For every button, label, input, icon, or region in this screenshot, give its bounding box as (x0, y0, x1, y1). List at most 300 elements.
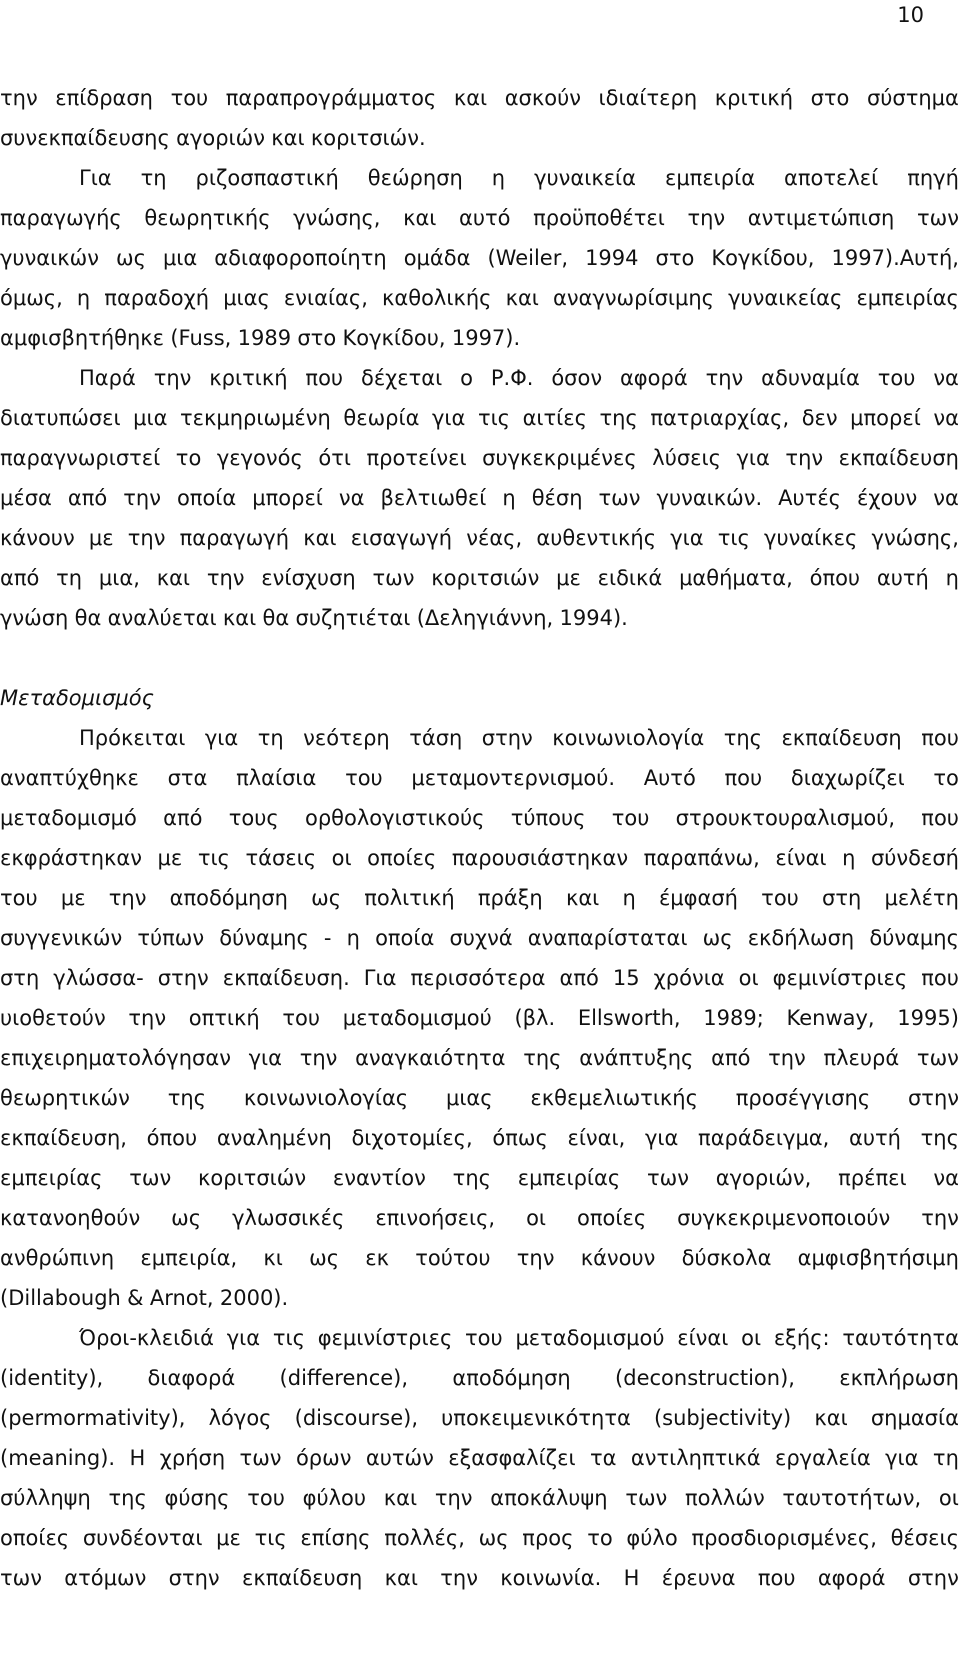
word: θεωρητικής (144, 206, 271, 230)
word: αναπτύχθηκε (0, 766, 139, 790)
word: και (814, 1406, 848, 1430)
word: ανθρώπινη (0, 1246, 115, 1270)
word: εκπαίδευση, (0, 1126, 127, 1150)
word: Αυτό (643, 766, 696, 790)
word: αναγκαιότητα (355, 1046, 506, 1070)
word: στην (481, 726, 533, 750)
word: (βλ. (514, 1006, 556, 1030)
word: δύσκολα (681, 1246, 772, 1270)
word: που (305, 366, 344, 390)
word: αποτελεί (784, 166, 879, 190)
word: Ρ.Φ. (490, 366, 534, 390)
text-line (0, 998, 959, 1038)
word: οποίες (577, 1206, 647, 1230)
text-line (0, 118, 959, 158)
word: την (0, 86, 38, 110)
word: αναγνωρίσιμης (552, 286, 714, 310)
word: αναλημένη (216, 1126, 332, 1150)
word: μια (162, 246, 198, 270)
word: πολλών (685, 1486, 765, 1510)
word: ως (171, 1206, 202, 1230)
word: του (170, 86, 209, 110)
word: στην (168, 1566, 220, 1590)
word: για (670, 526, 704, 550)
word: του (761, 886, 799, 910)
word: πρέπει (838, 1166, 907, 1190)
word: της (452, 1166, 491, 1190)
word: συζητιέται (295, 606, 411, 630)
word: χρόνια (653, 966, 725, 990)
word: η (76, 286, 91, 310)
word: παραπάνω, (643, 846, 760, 870)
word: των (647, 1166, 689, 1190)
word: την (768, 1046, 806, 1070)
word: και (222, 606, 257, 630)
word: οι (741, 1326, 762, 1350)
word: 2000). (219, 1286, 289, 1310)
word: δύναμης (869, 926, 959, 950)
word: της (167, 1086, 206, 1110)
word: σύστημα (866, 86, 959, 110)
word: σημασία (870, 1406, 959, 1430)
word: ανάπτυξης (579, 1046, 694, 1070)
word: την (516, 1246, 555, 1270)
word: με (60, 886, 86, 910)
word: κατανοηθούν (0, 1206, 141, 1230)
word: οποία (176, 486, 237, 510)
word: θέσεις (890, 1526, 959, 1550)
word: μεταμοντερνισμού. (411, 766, 616, 790)
word: συγκεκριμένες (482, 446, 637, 470)
word: μέσα (0, 486, 52, 510)
word: την (434, 1486, 473, 1510)
word: αναπαρίσταται (527, 926, 688, 950)
text-line (0, 158, 959, 198)
word: (Δεληγιάννη, (416, 606, 554, 630)
word: συνδέονται (82, 1526, 203, 1550)
word: αποδόμηση (169, 886, 288, 910)
text-line (0, 478, 959, 518)
word: αμφισβητήσιμη (797, 1246, 959, 1270)
text-line (0, 838, 959, 878)
word: στην (908, 1086, 959, 1110)
word: Για (363, 966, 397, 990)
word: επίδραση (55, 86, 153, 110)
word: 1994). (559, 606, 628, 630)
word: θεωρία (343, 406, 420, 430)
word: τάση (409, 726, 463, 750)
word: και (453, 86, 488, 110)
word: δύναμης (219, 926, 309, 950)
word: Η (129, 1446, 146, 1470)
word: θεωρητικών (0, 1086, 130, 1110)
text-line (0, 1318, 959, 1358)
word: από (0, 566, 40, 590)
word: (Fuss, (170, 326, 232, 350)
text-line (0, 518, 959, 558)
paragraph (0, 718, 959, 1318)
word: γνώσης, (293, 206, 381, 230)
word: πολλές, (384, 1526, 465, 1550)
word: κοινωνία. (500, 1566, 602, 1590)
word: εκπαίδευση (781, 726, 902, 750)
word: πατριαρχίας, (650, 406, 790, 430)
word: 1994 (585, 246, 639, 270)
word: αγοριών (176, 126, 265, 150)
text-line (0, 1518, 959, 1558)
word: την (123, 486, 161, 510)
word: τη (932, 1446, 959, 1470)
word: των (625, 1486, 668, 1510)
word: αυτή (876, 566, 929, 590)
text-line (0, 1118, 959, 1158)
word: αμφισβητήθηκε (0, 326, 165, 350)
word: 15 (612, 966, 640, 990)
word: μιας (223, 286, 270, 310)
word: του (465, 1326, 503, 1350)
word: γυναικών (0, 246, 99, 270)
text-line (0, 758, 959, 798)
word: εκφράστηκαν (0, 846, 142, 870)
text-line (0, 1558, 959, 1598)
word: ενίσχυση (261, 566, 356, 590)
word: εμπειρίας (856, 286, 959, 310)
word: προϋποθέτει (533, 206, 665, 230)
word: συνεκπαίδευσης (0, 126, 170, 150)
word: τη (257, 726, 284, 750)
text-line (0, 358, 959, 398)
word: παρουσιάστηκαν (451, 846, 629, 870)
text-line (0, 78, 959, 118)
word: και (303, 526, 337, 550)
word: όρων (295, 1446, 352, 1470)
word: Κογκίδου, (711, 246, 815, 270)
word: οποίες (367, 846, 437, 870)
paragraph (0, 358, 959, 638)
word: ως (478, 1526, 509, 1550)
text-line (0, 1198, 959, 1238)
word: να (933, 366, 959, 390)
word: χρήση (159, 1446, 226, 1470)
word: κάνουν (0, 526, 75, 550)
word: στη (0, 966, 40, 990)
word: (discourse), (294, 1406, 419, 1430)
word: μπορεί (252, 486, 323, 510)
word: γλωσσικές (232, 1206, 345, 1230)
word: την (785, 446, 824, 470)
word: του (611, 806, 650, 830)
word: γυναικεία (534, 166, 636, 190)
word: την (108, 886, 147, 910)
word: ως (115, 246, 146, 270)
word: που (921, 806, 959, 830)
word: εκπαίδευση (838, 446, 959, 470)
word: ότι (318, 446, 351, 470)
word: έχουν (857, 486, 918, 510)
word: την (128, 1006, 167, 1030)
word: & (127, 1286, 144, 1310)
word: είναι, (567, 1126, 626, 1150)
word: 1995) (897, 1006, 959, 1030)
word: 1997).Αυτή, (831, 246, 959, 270)
text-line (0, 438, 959, 478)
text-line (0, 1358, 959, 1398)
word: που (724, 766, 763, 790)
text-line (0, 918, 959, 958)
word: κριτική (714, 86, 793, 110)
word: (Dillabough (0, 1286, 121, 1310)
word: και (156, 566, 191, 590)
word: συγκεκριμενοποιούν (677, 1206, 891, 1230)
word: παραγωγής (0, 206, 122, 230)
word: από (711, 1046, 751, 1070)
word: που (757, 1566, 796, 1590)
word: εργαλεία (775, 1446, 871, 1470)
text-line (0, 718, 959, 758)
word: λύσεις (652, 446, 721, 470)
word: νεότερη (303, 726, 390, 750)
word: γεγονός (216, 446, 303, 470)
word: Ellsworth, (577, 1006, 681, 1030)
word: (subjectivity) (653, 1406, 792, 1430)
word: Για (79, 166, 112, 190)
word: και (383, 1486, 418, 1510)
text-line (0, 318, 959, 358)
word: φεμινίστριες (317, 1326, 453, 1350)
word: ιδιαίτερη (598, 86, 698, 110)
word: μπορεί (850, 406, 921, 430)
word: όπου (809, 566, 861, 590)
word: τις (254, 1526, 287, 1550)
word: (deconstruction), (615, 1366, 795, 1390)
word: είναι (677, 1326, 729, 1350)
word: την (921, 1206, 959, 1230)
word: του (282, 1006, 321, 1030)
text-line (0, 278, 959, 318)
word: από (163, 806, 203, 830)
word: των (129, 1166, 172, 1190)
word: ομάδα (403, 246, 471, 270)
section-spacer (0, 638, 959, 678)
word: εξής: (773, 1326, 830, 1350)
word: πλευρά (823, 1046, 900, 1070)
word: κριτική (209, 366, 288, 390)
text-line (0, 1438, 959, 1478)
word: αφορά (817, 1566, 886, 1590)
word: συχνά (449, 926, 513, 950)
word: μαθήματα, (679, 566, 793, 590)
word: πλαίσια (236, 766, 317, 790)
text-line (0, 1478, 959, 1518)
word: παραδοχή (104, 286, 210, 310)
word: και (565, 886, 600, 910)
text-line (0, 598, 959, 638)
word: εξασφαλίζει (448, 1446, 576, 1470)
word: επιχειρηματολόγησαν (0, 1046, 231, 1070)
word: την (705, 366, 744, 390)
text-line (0, 1038, 959, 1078)
word: είναι (775, 846, 827, 870)
word: (identity), (0, 1366, 104, 1390)
page-number: 10 (897, 3, 924, 27)
word: 1997). (451, 326, 521, 350)
word: για (644, 1126, 679, 1150)
word: οι (738, 966, 759, 990)
word: πηγή (907, 166, 959, 190)
word: γυναίκες (764, 526, 858, 550)
word: εμπειρίας (0, 1166, 103, 1190)
word: 1989; (703, 1006, 764, 1030)
word: μεταδομισμό (0, 806, 137, 830)
text-line (0, 238, 959, 278)
text-line (0, 198, 959, 238)
word: εμπειρία, (140, 1246, 238, 1270)
word: που (921, 726, 959, 750)
word: από (67, 486, 108, 510)
word: η (502, 486, 516, 510)
word: αναλύεται (107, 606, 217, 630)
word: ατόμων (64, 1566, 147, 1590)
word: αιτίες (522, 406, 587, 430)
word: το (175, 446, 202, 470)
word: στην (907, 1566, 959, 1590)
word: μια, (98, 566, 140, 590)
word: το (933, 766, 959, 790)
word: (Weiler, (487, 246, 569, 270)
word: αδυναμία (761, 366, 860, 390)
word: της (920, 1126, 959, 1150)
word: εναντίον (332, 1166, 426, 1190)
word: στο (655, 246, 695, 270)
word: όμως, (0, 286, 63, 310)
word: φύλο (626, 1526, 678, 1550)
word: Arnot, (149, 1286, 214, 1310)
word: τεκμηριωμένη (180, 406, 331, 430)
word: Kenway, (786, 1006, 875, 1030)
word: Κογκίδου, (342, 326, 446, 350)
word: πολιτική (364, 886, 455, 910)
word: τη (56, 566, 83, 590)
word: έμφασή (658, 886, 738, 910)
word: αποδόμηση (452, 1366, 571, 1390)
word: 1989 (237, 326, 292, 350)
word: των (0, 1566, 42, 1590)
word: επινοήσεις, (375, 1206, 496, 1230)
word: του (0, 886, 38, 910)
word: Όροι-κλειδιά (79, 1326, 214, 1350)
word: και (403, 206, 437, 230)
word: και (384, 1566, 418, 1590)
word: για (885, 1446, 919, 1470)
word: νέας, (466, 526, 523, 550)
word: εισαγωγή (350, 526, 453, 550)
word: (permormativity), (0, 1406, 186, 1430)
word: εκπαίδευση (241, 1566, 363, 1590)
word: κοριτσιών (198, 1166, 307, 1190)
word: προτείνει (366, 446, 467, 470)
word: ασκούν (504, 86, 581, 110)
word: βελτιωθεί (380, 486, 487, 510)
word: Πρόκειται (79, 726, 186, 750)
word: την (153, 366, 192, 390)
word: παράδειγμα, (698, 1126, 830, 1150)
word: ταυτότητα (842, 1326, 959, 1350)
word: θεώρηση (367, 166, 463, 190)
word: γλώσσα- (53, 966, 144, 990)
word: κι (263, 1246, 283, 1270)
word: η (622, 886, 636, 910)
word: φύσης (164, 1486, 230, 1510)
word: της (523, 1046, 562, 1070)
word: και (271, 126, 305, 150)
word: των (372, 566, 415, 590)
word: μια (133, 406, 168, 430)
word: για (432, 406, 466, 430)
word: τούτου (415, 1246, 491, 1270)
text-line (0, 558, 959, 598)
word: ειδικά (597, 566, 663, 590)
word: να (338, 486, 365, 510)
word: για (736, 446, 770, 470)
word: όσον (551, 366, 603, 390)
word: ριζοσπαστική (195, 166, 339, 190)
word: στη (822, 886, 862, 910)
text-line (0, 1158, 959, 1198)
word: η (491, 166, 506, 190)
word: κοριτσιών (431, 566, 540, 590)
word: κάνουν (580, 1246, 656, 1270)
word: τις (477, 406, 511, 430)
word: αφορά (619, 366, 688, 390)
text-line (0, 1078, 959, 1118)
word: όπως (492, 1126, 548, 1150)
word: πράξη (477, 886, 543, 910)
word: εκδήλωση (747, 926, 855, 950)
section-heading: Μεταδομισμός (0, 686, 154, 710)
word: (difference), (279, 1366, 409, 1390)
word: της (723, 726, 762, 750)
word: τα (589, 1446, 617, 1470)
word: προσδιορισμένες, (691, 1526, 877, 1550)
word: οι (331, 846, 352, 870)
word: ως (311, 886, 342, 910)
word: παραγνωριστεί (0, 446, 161, 470)
word: με (157, 846, 183, 870)
paragraph (0, 1318, 959, 1598)
word: αποκάλυψη (490, 1486, 608, 1510)
word: περισσότερα (410, 966, 546, 990)
word: θέση (531, 486, 583, 510)
word: εμπειρίας (517, 1166, 621, 1190)
word: στο (810, 86, 850, 110)
word: γνώση (0, 606, 69, 630)
word: του (247, 1486, 285, 1510)
word: κοινωνιολογίας (243, 1086, 409, 1110)
word: το (587, 1526, 613, 1550)
word: στα (167, 766, 208, 790)
word: αντιληπτικά (630, 1446, 761, 1470)
word: διατυπώσει (0, 406, 121, 430)
word: μεταδομισμού (342, 1006, 492, 1030)
word: παραγωγή (179, 526, 290, 550)
word: οι (938, 1486, 959, 1510)
word: σύνδεσή (870, 846, 959, 870)
paragraph (0, 78, 959, 158)
word: από (559, 966, 599, 990)
text-line (0, 1398, 959, 1438)
word: Παρά (79, 366, 136, 390)
word: υιοθετούν (0, 1006, 106, 1030)
